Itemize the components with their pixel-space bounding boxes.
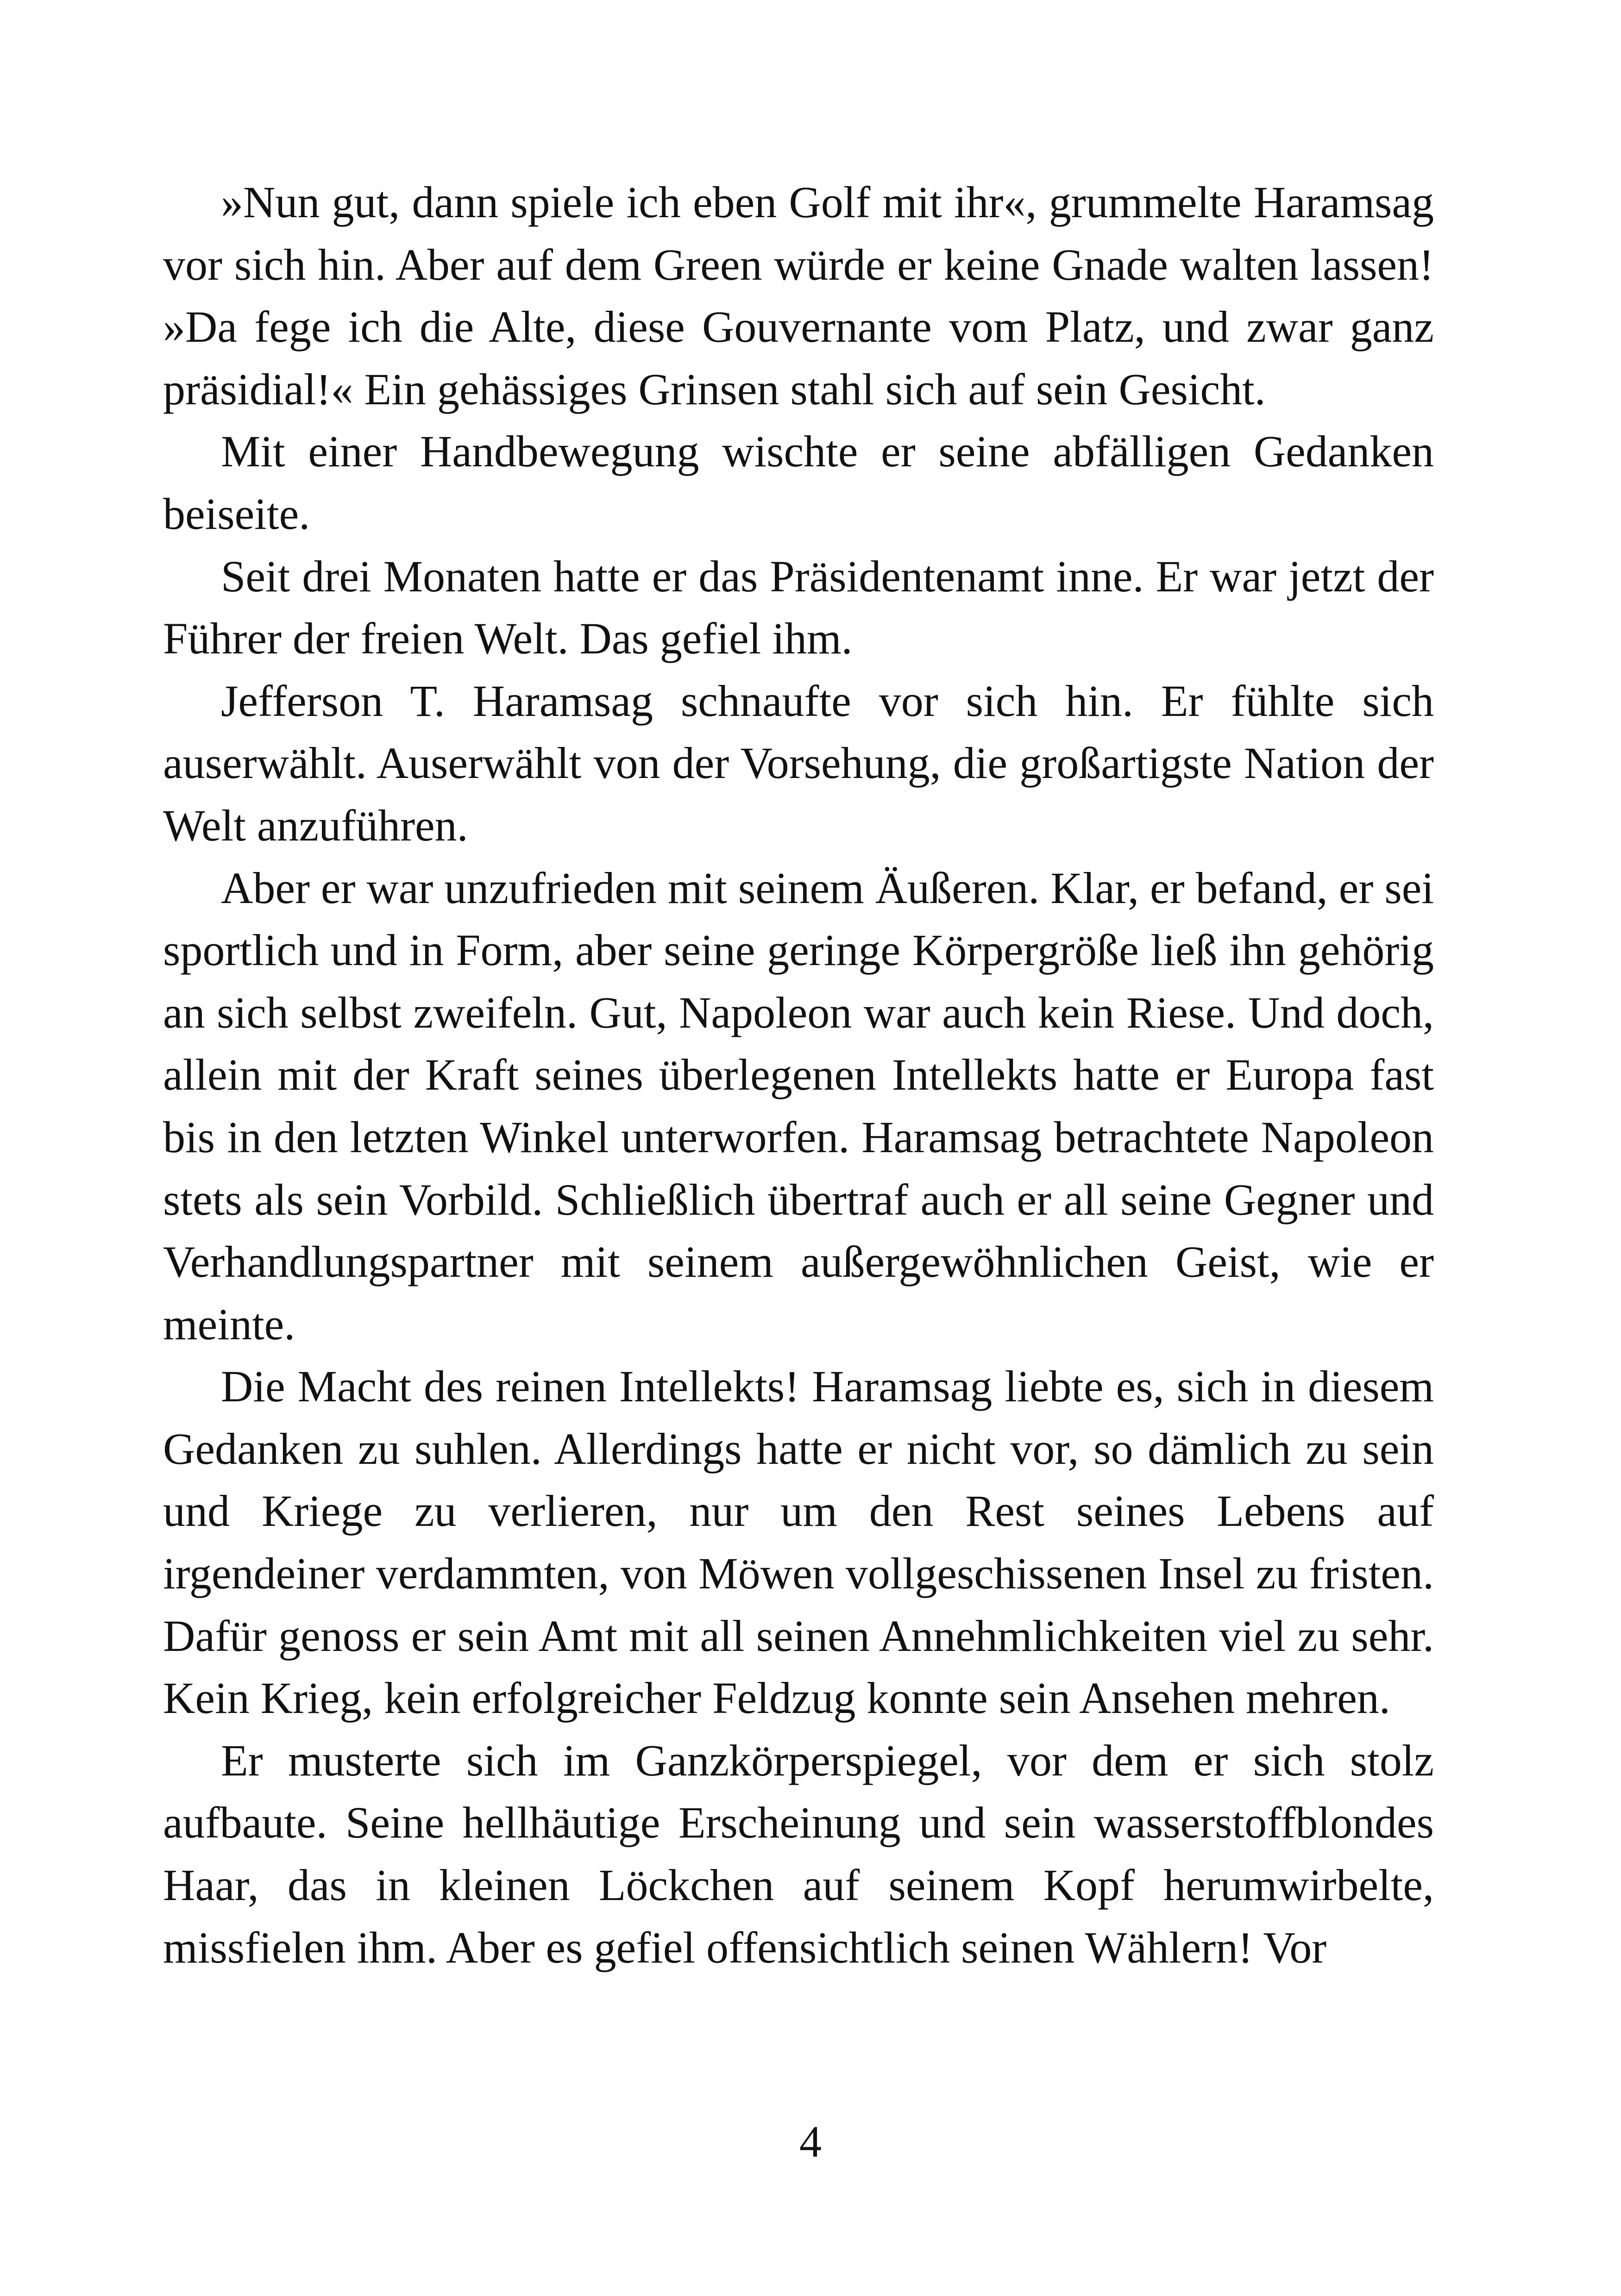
paragraph: »Nun gut, dann spiele ich eben Golf mit ihr«, grummelte Haramsag vor sich hin. Aber auf dem Green würde er keine Gnade walten lassen! »Da fege ich die Alte, diese Gouvernante vom Platz, und zwar ganz präsidial!« Ein gehässiges Grinsen stahl sich auf sein Gesicht. — [163, 177, 1434, 414]
paragraph: Er musterte sich im Ganzkörperspiegel, vor dem er sich stolz aufbaute. Seine hellhäutige Erscheinung und sein wasserstoffblondes Haar, das in kleinen Löckchen auf seinem Kopf herumwirbelte, missfielen ihm. Aber es gefiel offensichtlich seinen Wählern! Vor — [163, 1735, 1434, 1972]
body-text — [163, 171, 1434, 1979]
page-number: 4 — [799, 2117, 822, 2166]
paragraph: Die Macht des reinen Intellekts! Haramsag liebte es, sich in diesem Gedanken zu suhlen. Allerdings hatte er nicht vor, so dämlich zu sein und Kriege zu verlieren, nur um den Rest seines Lebens auf irgendeiner verdammten, von Möwen vollgeschissenen Insel zu fristen. Dafür genoss er sein Amt mit all seinen Annehmlichkeiten viel zu sehr. Kein Krieg, kein erfolgreicher Feldzug konnte sein Ansehen mehren. — [163, 1361, 1434, 1723]
paragraph: Seit drei Monaten hatte er das Präsidentenamt inne. Er war jetzt der Führer der freien Welt. Das gefiel ihm. — [163, 551, 1434, 664]
paragraph: Jefferson T. Haramsag schnaufte vor sich hin. Er fühlte sich auserwählt. Auserwählt von der Vorsehung, die großartigste Nation der Welt anzuführen. — [163, 676, 1434, 850]
paragraph: Mit einer Handbewegung wischte er seine abfälligen Gedanken beiseite. — [163, 427, 1434, 539]
paragraph: Aber er war unzufrieden mit seinem Äußeren. Klar, er befand, er sei sportlich und in Form, aber seine geringe Körpergröße ließ ihn gehörig an sich selbst zweifeln. Gut, Napoleon war auch kein Riese. Und doch, allein mit der Kraft seines überlegenen Intellekts hatte er Europa fast bis in den letzten Winkel unterworfen. Haramsag betrachtete Napoleon stets als sein Vorbild. Schließlich übertraf auch er all seine Gegner und Verhandlungspartner mit seinem außergewöhnlichen Geist, wie er meinte. — [163, 863, 1434, 1349]
